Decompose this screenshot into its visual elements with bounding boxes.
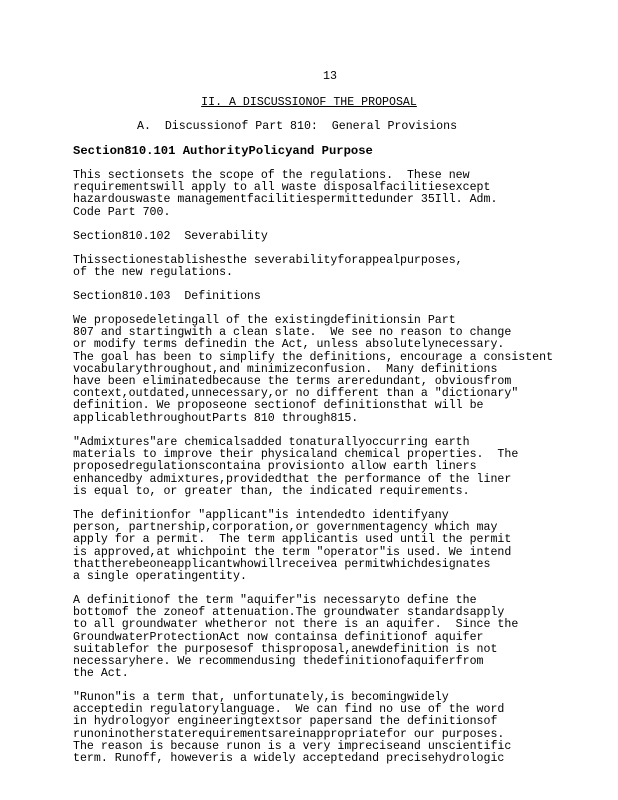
text-line: The goal has been to simplify the definitions, encourage a consistent: [73, 350, 554, 364]
text-line: vocabularythroughout,and minimizeconfusion. Many definitions: [73, 362, 498, 376]
text-line: definition. We proposeone sectionof definitionsthat will be: [73, 399, 484, 413]
text-line: is equal to, or greater than, the indicated requirements.: [73, 484, 470, 498]
text-line: This sectionsets the scope of the regulations. These new: [73, 169, 470, 182]
text-line: a single operatingentity.: [73, 569, 247, 583]
subsection-heading: A. Discussionof Part 810: General Provisions: [137, 120, 458, 133]
text-line: materials to improve their physicaland chemical properties. The: [73, 448, 519, 462]
text-line: applicablethroughoutParts 810 through815.: [73, 411, 359, 425]
text-line: GroundwaterProtectionAct now containsa definitionof aquifer: [73, 630, 484, 644]
text-line: "Runon"is a term that, unfortunately,is becomingwidely: [73, 691, 449, 704]
paragraph-scope: [73, 170, 553, 219]
text-line: term. Runoff, howeveris a widely acceptedand precisehydrologic: [73, 751, 505, 765]
text-line: context,outdated,unnecessary,or no different than a "dictionary": [73, 387, 519, 401]
text-line: runoninotherstaterequirementsareinappropriatefor our purposes.: [73, 727, 505, 741]
text-line: person, partnership,corporation,or governmentagency which may: [73, 521, 498, 535]
severability-heading-block: [73, 231, 553, 243]
text-line: Thissectionestablishesthe severabilityforappealpurposes,: [73, 254, 463, 267]
paragraph-definitions: [73, 315, 553, 425]
page-number: 13: [323, 70, 337, 83]
text-line: in hydrologyor engineeringtextsor papersand the definitionsof: [73, 715, 498, 729]
section-heading: II. A DISCUSSIONOF THE PROPOSAL: [201, 96, 417, 109]
text-line: The definitionfor "applicant"is intendedto identifyany: [73, 509, 449, 522]
text-line: to all groundwater whetheror not there is an aquifer. Since the: [73, 618, 519, 632]
text-line: have been eliminatedbecause the terms areredundant, obviousfrom: [73, 374, 512, 388]
text-line: acceptedin regulatorylanguage. We can find no use of the word: [73, 703, 505, 717]
paragraph-severability: [73, 255, 553, 279]
text-line: is approved,at whichpoint the term "operator"is used. We intend: [73, 545, 512, 559]
text-line: hazardouswaste managementfacilitiespermittedunder 35Ill. Adm.: [73, 193, 498, 207]
text-line: The reason is because runon is a very impreciseand unscientific: [73, 739, 512, 753]
text-line: the Act.: [73, 667, 129, 681]
text-line: enhancedby admixtures,providedthat the performance of the liner: [73, 472, 512, 486]
text-line: Code Part 700.: [73, 205, 171, 219]
paragraph-applicant: [73, 510, 553, 583]
text-line: thattherebeoneapplicantwhowillreceivea permitwhichdesignates: [73, 557, 491, 571]
text-line: proposedregulationscontaina provisionto allow earth liners: [73, 460, 477, 474]
paragraph-aquifer: [73, 595, 553, 680]
text-line: bottomof the zoneof attenuation.The groundwater standardsapply: [73, 606, 505, 620]
paragraph-admixtures: [73, 437, 553, 498]
text-line: requirementswill apply to all waste disposalfacilitiesexcept: [73, 181, 491, 195]
text-line: apply for a permit. The term applicantis used until the permit: [73, 533, 512, 547]
text-line: "Admixtures"are chemicalsadded tonaturallyoccurring earth: [73, 436, 470, 449]
section-title: Section810.101 AuthorityPolicyand Purpose: [73, 144, 373, 158]
text-line: suitablefor the purposesof thisproposal,anewdefinition is not: [73, 642, 498, 656]
text-line: or modify terms definedin the Act, unless absolutelynecessary.: [73, 338, 505, 352]
text-line: of the new regulations.: [73, 266, 234, 280]
text-line: A definitionof the term "aquifer"is necessaryto define the: [73, 594, 477, 607]
text-line: Section810.103 Definitions: [73, 290, 261, 303]
definitions-heading-block: [73, 291, 553, 303]
text-line: necessaryhere. We recommendusing thedefinitionofaquiferfrom: [73, 654, 484, 668]
text-line: Section810.102 Severability: [73, 230, 268, 243]
paragraph-runon: [73, 692, 553, 765]
text-line: We proposedeletingall of the existingdefinitionsin Part: [73, 314, 456, 327]
text-line: 807 and startingwith a clean slate. We see no reason to change: [73, 326, 512, 340]
